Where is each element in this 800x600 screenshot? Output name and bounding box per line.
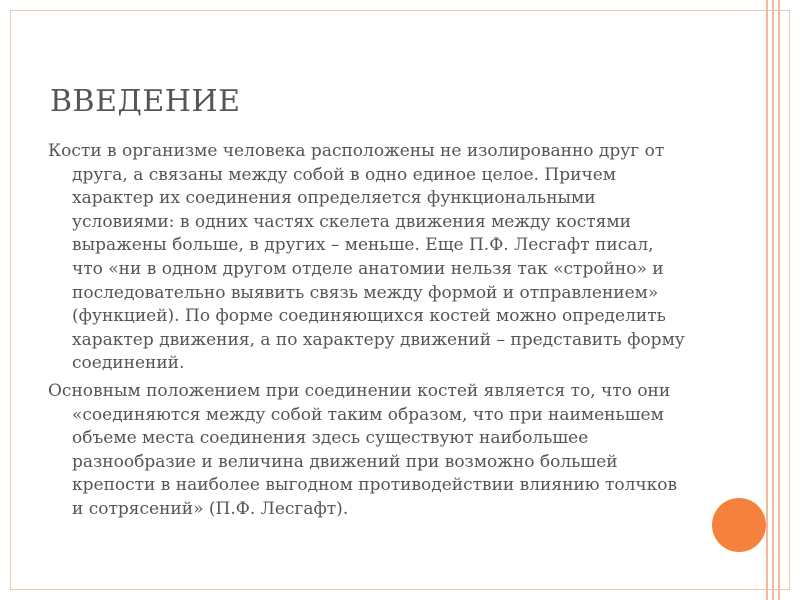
decorative-vertical-line	[766, 0, 768, 600]
slide-body	[48, 140, 688, 526]
slide-title: ВВЕДЕНИЕ	[50, 84, 241, 119]
decorative-vertical-line	[778, 0, 780, 600]
body-paragraph-1: Кости в организме человека расположены не изолированно друг от друга, а связаны между собой в одно единое целое. Причем характер их соединения определяется функциональными условиями: в одних частях скелета движения между костями выражены больше, в других – меньше. Еще П.Ф. Лесгафт писал, что «ни в одном другом отделе анатомии нельзя так «стройно» и последовательно выявить связь между формой и отправлением» (функцией). По форме соединяющихся костей можно определить характер движения, а по характеру движений – представить форму соединений.	[48, 141, 685, 374]
decorative-vertical-line	[772, 0, 774, 600]
body-paragraph-2: Основным положением при соединении костей является то, что они «соединяются между собой таким образом, что при наименьшем объеме места соединения здесь существуют наибольшее разнообразие и величина движений при возможно большей крепости в наиболее выгодном противодействии влиянию толчков и сотрясений» (П.Ф. Лесгафт).	[48, 380, 678, 519]
decorative-circle-icon	[712, 498, 766, 552]
